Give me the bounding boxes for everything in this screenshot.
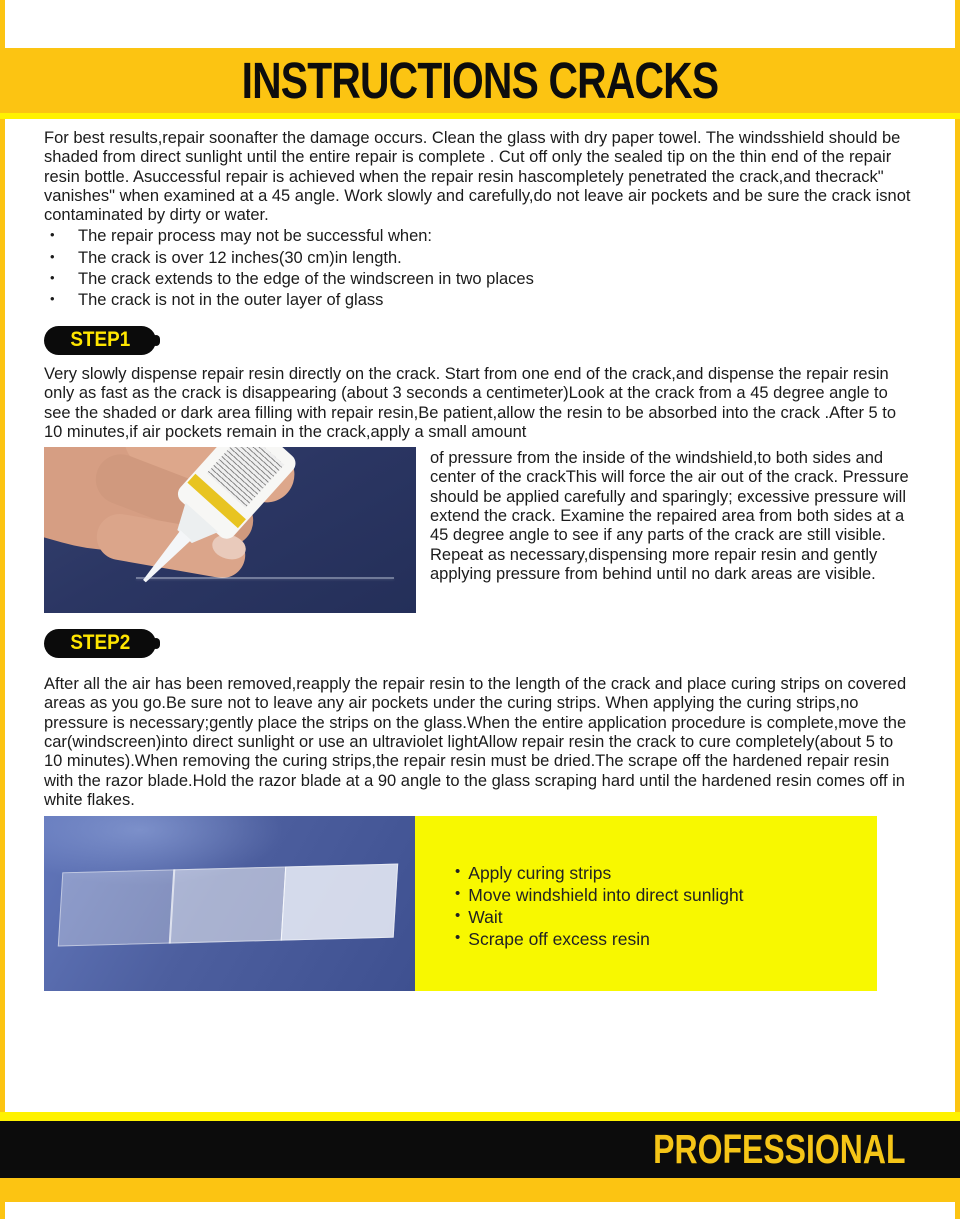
curing-strip-segment [58, 870, 176, 947]
warning-list [44, 227, 915, 310]
checklist-item [455, 908, 877, 928]
header-band [0, 48, 960, 113]
step1-row [44, 447, 915, 613]
list-item-text: The crack is not in the outer layer of glass [78, 290, 384, 309]
checklist-panel [415, 816, 877, 991]
bullet-icon: • [50, 290, 55, 306]
content-area [44, 129, 915, 991]
list-item [44, 291, 915, 310]
curing-strip-segment [169, 867, 287, 944]
list-item [44, 249, 915, 268]
step2-row [44, 816, 915, 991]
header-underline [0, 113, 960, 119]
left-edge-strip [0, 0, 5, 1219]
page-title: INSTRUCTIONS CRACKS [241, 52, 719, 109]
bullet-icon: • [50, 269, 55, 285]
bullet-icon: • [50, 248, 55, 264]
bullet-icon: • [455, 863, 461, 881]
step1-paragraph: Very slowly dispense repair resin directly on the crack. Start from one end of the crack,and dispense the repair resin only as fast as the crack is disappearing (about 3 seconds a centimeter)Look at the crack from a 45 degree angle to see the shaded or dark area filling with repair resin,Be patient,allow the resin to be absorbed into the crack .After 5 to 10 minutes,if air pockets remain in the crack,apply a small amount [44, 364, 897, 441]
checklist-item-text: Scrape off excess resin [468, 928, 650, 949]
list-item-text: The crack extends to the edge of the windscreen in two places [78, 269, 534, 288]
step1-label: STEP1 [70, 328, 130, 352]
curing-strips-graphic [59, 864, 397, 947]
checklist [455, 864, 877, 949]
step2-photo [44, 816, 415, 991]
curing-strip-segment [280, 864, 398, 941]
bullet-icon: • [455, 906, 461, 924]
checklist-item-text: Wait [468, 906, 503, 927]
footer-brand: PROFESSIONAL [652, 1126, 905, 1172]
step1-badge [44, 326, 156, 355]
list-item-text: The repair process may not be successful when: [78, 227, 433, 246]
step1-side-paragraph: of pressure from the inside of the windshield,to both sides and center of the crackThis will force the air out of the crack. Pressure should be applied carefully and sparingly; excessive pressure will extend the crack. Examine the repaired area from both sides at a 45 degree angle to see if any parts of the crack are still visible. Repeat as necessary,dispensing more repair resin and gently applying pressure from behind until no dark areas are visible. [430, 449, 909, 583]
bullet-icon: • [50, 227, 55, 243]
list-item [44, 270, 915, 289]
step2-paragraph: After all the air has been removed,reapply the repair resin to the length of the crack and place curing strips on covered areas as you go.Be sure not to leave any air pockets under the curing strips. When applying the curing strips,no pressure is necessary;gently place the strips on the glass.When the entire application procedure is complete,move the car(windscreen)into direct sunlight or use an ultraviolet lightAllow repair resin the crack to cure completely(about 5 to 10 minutes).When removing the curing strips,the repair resin must be dried.The scrape off the hardened repair resin with the razor blade.Hold the razor blade at a 90 angle to the glass scraping hard until the hardened resin comes off in white flakes. [44, 675, 907, 809]
list-item [44, 227, 915, 246]
checklist-item [455, 886, 877, 906]
footer-black-band [0, 1121, 960, 1178]
step2-label: STEP2 [70, 631, 130, 655]
checklist-item [455, 864, 877, 884]
footer-gold-band [0, 1178, 960, 1202]
checklist-item [455, 930, 877, 950]
step2-badge [44, 629, 156, 658]
checklist-item-text: Apply curing strips [468, 863, 612, 884]
list-item-text: The crack is over 12 inches(30 cm)in length. [78, 248, 402, 267]
footer-accent-line [0, 1112, 960, 1121]
intro-paragraph: For best results,repair soonafter the damage occurs. Clean the glass with dry paper towel. The windsshield should be shaded from direct sunlight until the entire repair is complete . Cut off only the sealed tip on the thin end of the repair resin bottle. Asuccessful repair is achieved when the repair resin hascompletely penetrated the crack,and thecrack" vanishes" when examined at a 45 angle. Work slowly and carefully,do not leave air pockets and be sure the crack isnot contaminated by dirty or water. [44, 129, 911, 225]
bullet-icon: • [455, 928, 461, 946]
checklist-item-text: Move windshield into direct sunlight [468, 885, 744, 906]
step1-photo [44, 447, 416, 613]
crack-line-graphic [136, 577, 394, 579]
bullet-icon: • [455, 885, 461, 903]
right-edge-strip [955, 0, 960, 1219]
